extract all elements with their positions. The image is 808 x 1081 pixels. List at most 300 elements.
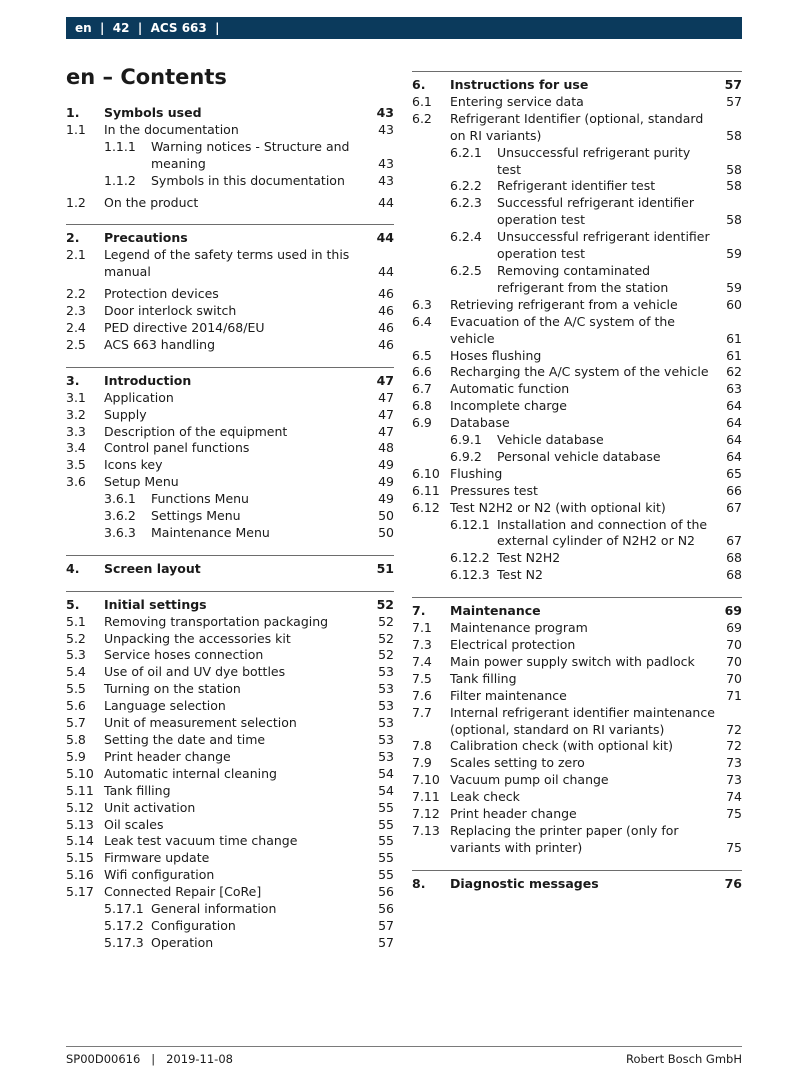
toc-entry-number: 1.1.1: [104, 138, 136, 154]
toc-entry-title: Scales setting to zero: [450, 755, 585, 771]
toc-entry-title: Automatic function: [450, 381, 570, 397]
toc-entry[interactable]: [66, 440, 394, 457]
toc-entry-number: 4.: [66, 560, 80, 576]
toc-section: [66, 555, 394, 578]
toc-entry-page: 68: [726, 567, 742, 583]
toc-entry-number: 1.: [66, 105, 80, 120]
toc-entry[interactable]: [66, 884, 394, 901]
toc-entry-number: 2.5: [66, 336, 86, 352]
toc-entry-title: Unit activation: [104, 799, 196, 815]
toc-entry-number: 2.1: [66, 247, 86, 263]
toc-entry[interactable]: [412, 483, 742, 500]
toc-entry-page: 58: [726, 178, 742, 194]
toc-entry-number: 6.2.3: [450, 195, 482, 211]
toc-entry-title: Use of oil and UV dye bottles: [104, 664, 286, 680]
toc-entry-title: Pressures test: [450, 482, 538, 498]
toc-chapter-entry[interactable]: [412, 603, 742, 620]
toc-entry[interactable]: [66, 800, 394, 817]
toc-entry-page: 52: [378, 647, 394, 663]
toc-entry-number: 6.5: [412, 347, 432, 363]
toc-entry-title: Turning on the station: [104, 681, 241, 697]
toc-entry-title: Print header change: [104, 748, 231, 764]
toc-entry-title: Unpacking the accessories kit: [104, 630, 291, 646]
toc-entry[interactable]: [66, 424, 394, 441]
toc-entry[interactable]: [412, 517, 742, 551]
toc-entry-number: 5.9: [66, 748, 86, 764]
footer-divider: [66, 1046, 742, 1047]
toc-entry[interactable]: [412, 449, 742, 466]
toc-entry-number: 2.3: [66, 303, 86, 319]
toc-column-right: [412, 71, 742, 893]
toc-entry-title: Tank filling: [104, 782, 171, 798]
toc-entry-number: 7.10: [412, 772, 440, 788]
toc-entry-page: 46: [378, 303, 394, 319]
toc-entry[interactable]: [412, 550, 742, 567]
toc-entry[interactable]: [412, 263, 742, 297]
toc-entry-title: Replacing the printer paper (only for variants with printer): [450, 822, 679, 855]
toc-entry-page: 55: [378, 799, 394, 815]
toc-entry-page: 64: [726, 432, 742, 448]
toc-entry-title: Automatic internal cleaning: [104, 765, 277, 781]
toc-entry-title: Maintenance Menu: [151, 524, 270, 540]
toc-entry-page: 55: [378, 833, 394, 849]
toc-entry-title: Print header change: [450, 806, 577, 822]
toc-entry-title: Personal vehicle database: [497, 448, 661, 464]
toc-chapter-entry[interactable]: [66, 597, 394, 614]
toc-entry[interactable]: [412, 415, 742, 432]
toc-entry-number: 5.13: [66, 816, 94, 832]
toc-entry[interactable]: [66, 698, 394, 715]
toc-entry-title: Successful refrigerant identifier operation test: [497, 195, 694, 228]
toc-entry-page: 73: [726, 772, 742, 788]
toc-entry-number: 1.1: [66, 121, 86, 137]
toc-entry[interactable]: [66, 901, 394, 918]
toc-entry[interactable]: [66, 614, 394, 631]
toc-entry[interactable]: [412, 772, 742, 789]
toc-entry-title: Incomplete charge: [450, 398, 567, 414]
toc-entry-number: 5.15: [66, 850, 94, 866]
toc-entry-page: 44: [378, 194, 394, 210]
toc-entry-title: Recharging the A/C system of the vehicle: [450, 364, 709, 380]
toc-entry-page: 55: [378, 816, 394, 832]
toc-entry-title: Retrieving refrigerant from a vehicle: [450, 296, 678, 312]
toc-entry-title: Application: [104, 389, 174, 405]
toc-entry[interactable]: [66, 474, 394, 491]
toc-entry-title: On the product: [104, 194, 199, 210]
toc-entry[interactable]: [412, 823, 742, 857]
toc-entry[interactable]: [66, 681, 394, 698]
toc-entry-page: 71: [726, 687, 742, 703]
toc-entry-title: Flushing: [450, 465, 503, 481]
toc-entry-page: 72: [726, 721, 742, 737]
toc-entry-title: Filter maintenance: [450, 687, 567, 703]
toc-entry-title: Service hoses connection: [104, 647, 264, 663]
toc-entry-page: 52: [376, 596, 394, 612]
toc-entry-number: 7.: [412, 603, 426, 619]
toc-entry-number: 5.14: [66, 833, 94, 849]
toc-entry-page: 46: [378, 336, 394, 352]
toc-entry-title: Removing transportation packaging: [104, 613, 329, 629]
toc-entry-page: 75: [726, 839, 742, 855]
toc-entry[interactable]: [412, 145, 742, 179]
toc-entry-page: 50: [378, 508, 394, 524]
toc-entry-page: 61: [726, 330, 742, 346]
toc-entry-page: 49: [378, 474, 394, 490]
toc-entry-title: Vehicle database: [497, 432, 604, 448]
toc-chapter-entry[interactable]: [66, 105, 394, 122]
toc-entry-page: 53: [378, 681, 394, 697]
toc-entry-title: General information: [151, 901, 277, 917]
toc-entry-page: 44: [376, 230, 394, 246]
toc-entry-page: 76: [724, 875, 742, 891]
toc-entry[interactable]: [412, 432, 742, 449]
toc-entry-title: Unsuccessful refrigerant purity test: [497, 144, 691, 177]
toc-entry-page: 61: [726, 347, 742, 363]
toc-entry-page: 52: [378, 630, 394, 646]
toc-entry-number: 7.5: [412, 670, 432, 686]
toc-entry[interactable]: [66, 491, 394, 508]
toc-entry-page: 73: [726, 755, 742, 771]
toc-entry[interactable]: [412, 195, 742, 229]
toc-entry-page: 59: [726, 279, 742, 295]
toc-entry-title: Wifi configuration: [104, 867, 215, 883]
toc-entry-page: 54: [378, 782, 394, 798]
toc-entry-title: Operation: [151, 934, 214, 950]
toc-entry-page: 47: [378, 406, 394, 422]
toc-section: [66, 224, 394, 353]
toc-entry-page: 57: [378, 917, 394, 933]
toc-entry-page: 62: [726, 364, 742, 380]
toc-entry-number: 6.2.4: [450, 229, 482, 245]
toc-entry-number: 5.17.1: [104, 901, 144, 917]
toc-entry-title: Diagnostic messages: [450, 875, 599, 891]
toc-entry-page: 57: [724, 77, 742, 92]
toc-entry[interactable]: [66, 457, 394, 474]
toc-entry-page: 74: [726, 789, 742, 805]
toc-entry-page: 53: [378, 698, 394, 714]
toc-entry-number: 5.5: [66, 681, 86, 697]
toc-entry-title: Warning notices - Structure and meaning: [151, 138, 350, 171]
toc-entry-page: 55: [378, 850, 394, 866]
toc-entry-number: 5.7: [66, 715, 86, 731]
toc-entry[interactable]: [412, 466, 742, 483]
toc-entry-title: Vacuum pump oil change: [450, 772, 609, 788]
toc-entry-title: Tank filling: [450, 670, 517, 686]
toc-entry-number: 3.6.1: [104, 491, 136, 507]
toc-entry[interactable]: [412, 398, 742, 415]
toc-entry-number: 7.3: [412, 637, 432, 652]
toc-entry-page: 47: [378, 389, 394, 405]
toc-entry-number: 5.3: [66, 647, 86, 663]
toc-entry-page: 55: [378, 867, 394, 883]
toc-entry-title: Symbols used: [104, 105, 202, 120]
toc-entry[interactable]: [412, 229, 742, 263]
toc-entry-title: Electrical protection: [450, 637, 576, 652]
toc-entry-number: 6.2.2: [450, 178, 482, 194]
toc-entry-number: 7.12: [412, 806, 440, 822]
toc-entry-title: Icons key: [104, 457, 163, 473]
toc-entry[interactable]: [66, 766, 394, 783]
toc-entry[interactable]: [412, 94, 742, 111]
toc-entry[interactable]: [412, 111, 742, 145]
toc-entry[interactable]: [66, 783, 394, 800]
toc-entry-page: 54: [378, 765, 394, 781]
toc-entry-title: Settings Menu: [151, 508, 241, 524]
toc-entry-number: 6.12.3: [450, 567, 490, 583]
toc-entry-number: 5.1: [66, 613, 86, 629]
toc-section: [66, 367, 394, 542]
toc-entry-title: Setup Menu: [104, 474, 179, 490]
toc-entry[interactable]: [412, 381, 742, 398]
toc-section: [412, 71, 742, 584]
toc-entry[interactable]: [412, 738, 742, 755]
toc-entry-page: 58: [726, 127, 742, 143]
toc-entry-page: 43: [378, 172, 394, 188]
toc-entry[interactable]: [412, 297, 742, 314]
toc-entry[interactable]: [412, 705, 742, 739]
toc-entry-number: 5.10: [66, 765, 94, 781]
toc-entry[interactable]: [412, 348, 742, 365]
page-title: en – Contents: [66, 65, 227, 89]
toc-entry-title: Database: [450, 415, 510, 431]
toc-chapter-entry[interactable]: [66, 230, 394, 247]
toc-entry[interactable]: [66, 732, 394, 749]
toc-entry-page: 56: [378, 884, 394, 900]
toc-entry[interactable]: [66, 122, 394, 139]
toc-entry-title: PED directive 2014/68/EU: [104, 319, 265, 335]
toc-entry[interactable]: [66, 337, 394, 354]
toc-entry-number: 5.: [66, 596, 80, 612]
toc-entry-title: Test N2H2 or N2 (with optional kit): [450, 499, 666, 515]
toc-entry-title: Test N2: [497, 567, 543, 583]
toc-entry[interactable]: [66, 935, 394, 952]
toc-entry[interactable]: [66, 173, 394, 190]
footer-company: Robert Bosch GmbH: [625, 1052, 742, 1066]
toc-entry[interactable]: [66, 664, 394, 681]
toc-entry-number: 5.16: [66, 867, 94, 883]
toc-entry-page: 69: [726, 620, 742, 636]
toc-entry-number: 3.5: [66, 457, 86, 473]
toc-entry-title: Initial settings: [104, 596, 207, 612]
toc-entry-page: 47: [378, 423, 394, 439]
toc-entry-number: 5.11: [66, 782, 94, 798]
toc-entry-page: 46: [378, 286, 394, 302]
toc-entry-title: In the documentation: [104, 121, 239, 137]
toc-entry-page: 65: [726, 465, 742, 481]
toc-entry-page: 53: [378, 715, 394, 731]
toc-entry-page: 57: [378, 934, 394, 950]
toc-entry-page: 50: [378, 524, 394, 540]
toc-chapter-entry[interactable]: [412, 876, 742, 893]
toc-entry-title: Screen layout: [104, 560, 201, 576]
toc-entry[interactable]: [66, 508, 394, 525]
toc-entry-title: Unsuccessful refrigerant identifier operation test: [497, 229, 710, 262]
toc-entry-page: 64: [726, 415, 742, 431]
toc-entry-number: 6.3: [412, 296, 432, 312]
toc-entry-page: 52: [378, 613, 394, 629]
toc-entry-title: Setting the date and time: [104, 732, 266, 747]
toc-entry-title: ACS 663 handling: [104, 336, 216, 352]
toc-entry-number: 5.17.2: [104, 917, 144, 933]
toc-entry[interactable]: [412, 654, 742, 671]
toc-entry-number: 2.: [66, 230, 80, 246]
toc-entry-title: Maintenance program: [450, 620, 588, 636]
toc-entry-number: 6.: [412, 77, 426, 92]
toc-entry[interactable]: [66, 139, 394, 173]
toc-entry-title: Supply: [104, 406, 147, 422]
toc-entry[interactable]: [412, 806, 742, 823]
toc-entry[interactable]: [412, 500, 742, 517]
toc-entry-title: Door interlock switch: [104, 303, 237, 319]
toc-entry[interactable]: [66, 817, 394, 834]
toc-entry-page: 68: [726, 550, 742, 566]
toc-entry-title: Introduction: [104, 372, 192, 388]
toc-entry-title: Refrigerant Identifier (optional, standard on RI variants): [450, 110, 704, 143]
toc-entry-number: 2.4: [66, 319, 86, 335]
toc-entry-number: 7.4: [412, 653, 432, 669]
toc-section: [412, 597, 742, 857]
toc-entry-number: 6.9.1: [450, 432, 482, 448]
toc-entry-number: 6.12.2: [450, 550, 490, 566]
toc-entry-page: 53: [378, 664, 394, 680]
toc-entry-page: 49: [378, 457, 394, 473]
toc-entry[interactable]: [412, 688, 742, 705]
toc-entry-title: Instructions for use: [450, 77, 589, 92]
toc-entry-page: 63: [726, 381, 742, 397]
toc-entry-number: 3.6.2: [104, 508, 136, 524]
toc-entry[interactable]: [66, 390, 394, 407]
toc-entry-page: 67: [726, 533, 742, 549]
toc-entry-title: Main power supply switch with padlock: [450, 653, 695, 669]
toc-section: [412, 870, 742, 893]
toc-entry-number: 6.7: [412, 381, 432, 397]
toc-entry-title: Functions Menu: [151, 491, 249, 507]
toc-entry-number: 6.11: [412, 482, 440, 498]
toc-entry-number: 3.4: [66, 440, 86, 456]
toc-entry-title: Description of the equipment: [104, 423, 288, 439]
toc-entry-title: Unit of measurement selection: [104, 715, 297, 731]
toc-entry[interactable]: [66, 867, 394, 884]
toc-entry-number: 5.12: [66, 799, 94, 815]
toc-entry-page: 46: [378, 319, 394, 335]
toc-entry-number: 3.2: [66, 406, 86, 422]
toc-entry-number: 3.6: [66, 474, 86, 490]
toc-entry-page: 58: [726, 161, 742, 177]
toc-entry-page: 59: [726, 246, 742, 262]
toc-entry-page: 53: [378, 732, 394, 747]
toc-entry-page: 70: [726, 653, 742, 669]
toc-entry[interactable]: [412, 789, 742, 806]
toc-entry-page: 43: [378, 121, 394, 137]
toc-entry-page: 48: [378, 440, 394, 456]
toc-entry-page: 58: [726, 212, 742, 228]
toc-entry-number: 6.2.5: [450, 262, 482, 278]
toc-entry-title: Leak test vacuum time change: [104, 833, 298, 849]
toc-entry[interactable]: [66, 918, 394, 935]
toc-entry-number: 5.8: [66, 732, 86, 747]
toc-entry-page: 44: [378, 264, 394, 280]
toc-entry-page: 66: [726, 482, 742, 498]
toc-chapter-entry[interactable]: [66, 561, 394, 578]
toc-entry-title: Leak check: [450, 789, 520, 805]
toc-entry-title: Connected Repair [CoRe]: [104, 884, 262, 900]
toc-entry-number: 6.10: [412, 465, 440, 481]
toc-entry[interactable]: [66, 303, 394, 320]
toc-entry[interactable]: [66, 407, 394, 424]
toc-entry-title: Test N2H2: [497, 550, 561, 566]
toc-entry[interactable]: [66, 320, 394, 337]
toc-entry-page: 60: [726, 296, 742, 312]
toc-entry-title: Language selection: [104, 698, 226, 714]
toc-entry[interactable]: [412, 620, 742, 637]
toc-entry-title: Maintenance: [450, 603, 541, 619]
toc-entry-number: 3.: [66, 372, 80, 388]
toc-entry[interactable]: [66, 715, 394, 732]
toc-entry[interactable]: [412, 364, 742, 381]
toc-entry[interactable]: [66, 247, 394, 281]
toc-entry[interactable]: [66, 286, 394, 303]
toc-entry-title: Oil scales: [104, 816, 164, 832]
toc-entry-title: Symbols in this documentation: [151, 172, 345, 188]
toc-entry-number: 3.6.3: [104, 524, 136, 540]
page-header-bar: en | 42 | ACS 663 |: [66, 17, 742, 39]
toc-entry[interactable]: [66, 850, 394, 867]
toc-entry-title: Firmware update: [104, 850, 210, 866]
toc-entry[interactable]: [412, 637, 742, 654]
toc-entry-page: 43: [378, 155, 394, 171]
toc-entry[interactable]: [66, 749, 394, 766]
toc-chapter-entry[interactable]: [412, 77, 742, 94]
toc-entry-number: 5.4: [66, 664, 86, 680]
toc-entry[interactable]: [66, 525, 394, 542]
toc-entry-page: 75: [726, 806, 742, 822]
toc-entry-title: Refrigerant identifier test: [497, 178, 656, 194]
toc-section: [66, 591, 394, 952]
toc-entry[interactable]: [412, 755, 742, 772]
toc-entry[interactable]: [66, 833, 394, 850]
toc-entry-number: 7.6: [412, 687, 432, 703]
toc-entry[interactable]: [66, 195, 394, 212]
toc-entry-title: Precautions: [104, 230, 188, 246]
toc-entry-page: 56: [378, 901, 394, 917]
toc-entry[interactable]: [412, 314, 742, 348]
toc-entry-number: 6.12.1: [450, 516, 490, 532]
toc-entry-page: 53: [378, 748, 394, 764]
toc-entry-title: Protection devices: [104, 286, 219, 302]
toc-entry[interactable]: [66, 631, 394, 648]
toc-entry-page: 51: [376, 560, 394, 576]
toc-entry-page: 49: [378, 491, 394, 507]
toc-entry-number: 7.8: [412, 738, 432, 754]
toc-entry-number: 1.1.2: [104, 172, 136, 188]
toc-chapter-entry[interactable]: [66, 373, 394, 390]
toc-entry[interactable]: [412, 671, 742, 688]
toc-entry[interactable]: [66, 647, 394, 664]
toc-entry-page: 70: [726, 670, 742, 686]
toc-entry-page: 57: [726, 93, 742, 109]
toc-entry-number: 6.9.2: [450, 448, 482, 464]
toc-entry-title: Configuration: [151, 917, 236, 933]
toc-entry[interactable]: [412, 178, 742, 195]
toc-section: [66, 105, 394, 211]
toc-entry-number: 6.9: [412, 415, 432, 431]
toc-entry-number: 1.2: [66, 194, 86, 210]
toc-entry-page: 67: [726, 499, 742, 515]
toc-entry-number: 5.17.3: [104, 934, 144, 950]
toc-entry-page: 72: [726, 738, 742, 754]
toc-entry[interactable]: [412, 567, 742, 584]
toc-entry-title: Internal refrigerant identifier maintenance (optional, standard on RI variants): [450, 704, 715, 737]
